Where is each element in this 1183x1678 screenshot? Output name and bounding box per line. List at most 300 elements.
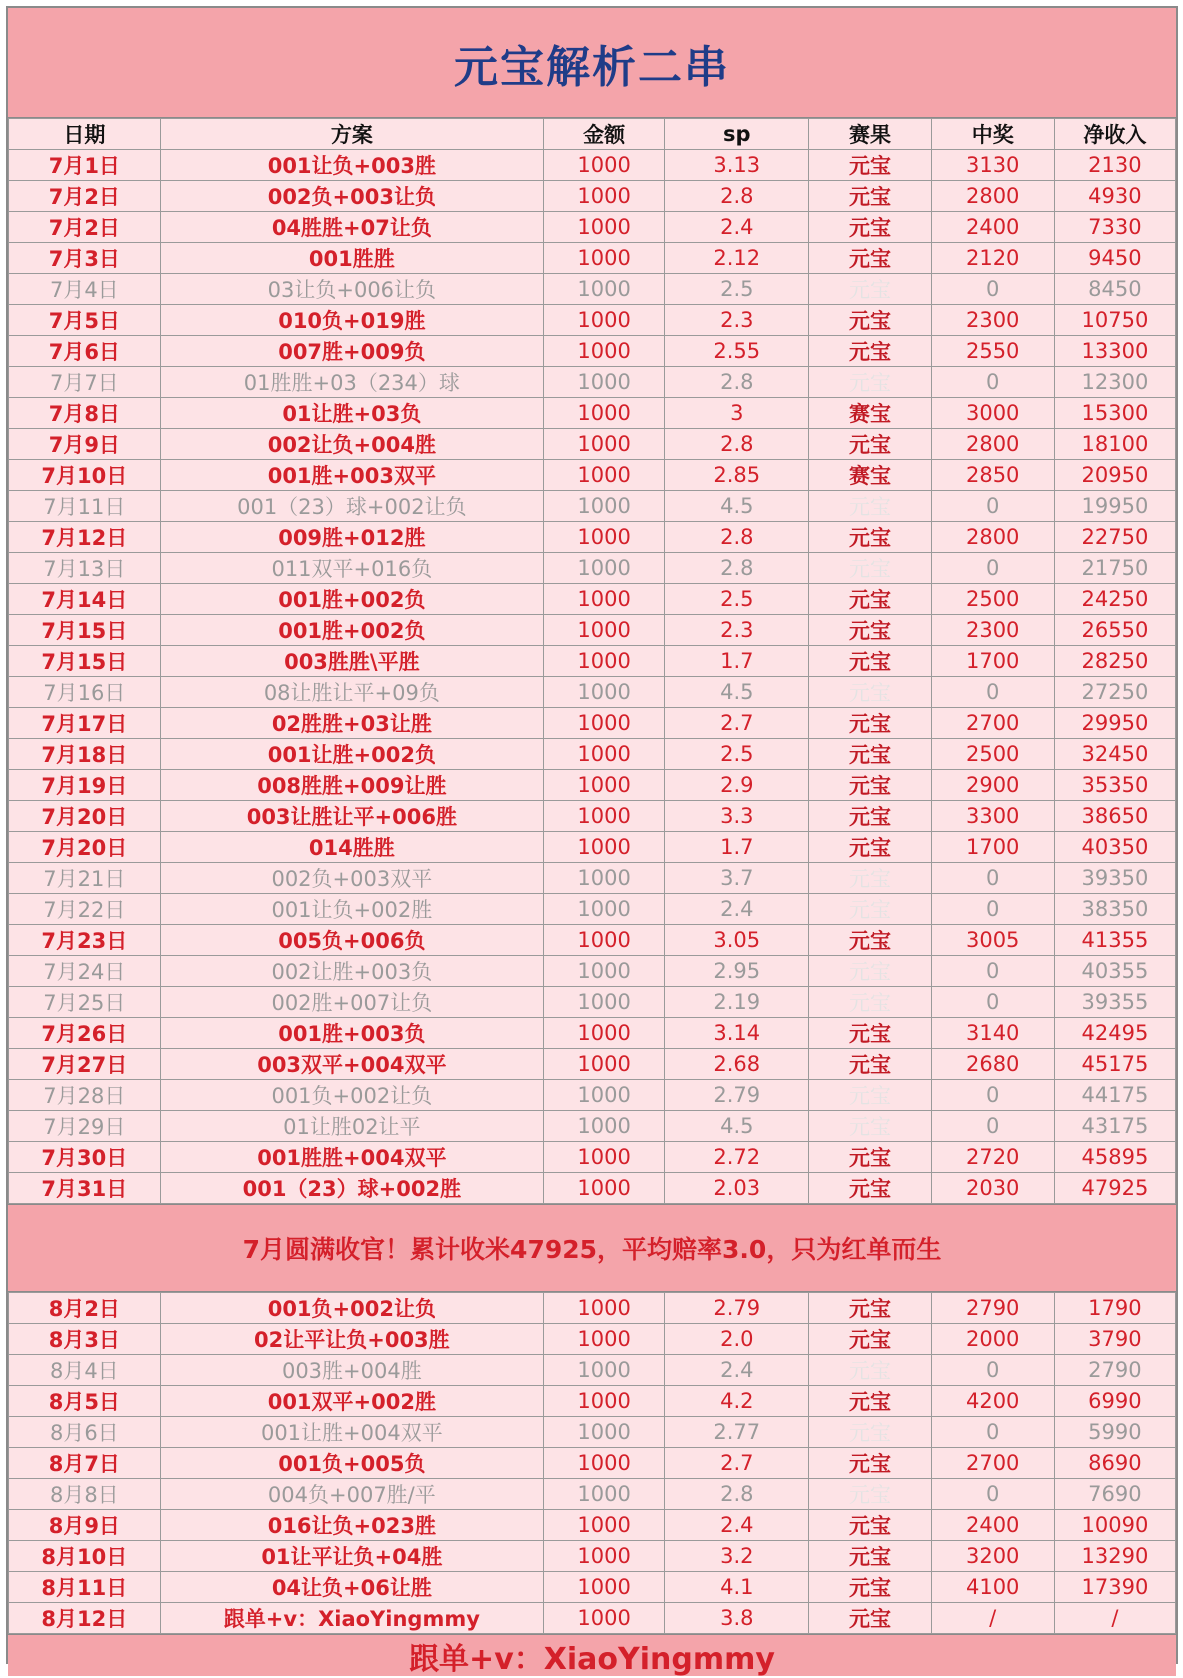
net-income-cell: 38350 <box>1054 894 1175 925</box>
prize-cell: 3140 <box>931 1018 1054 1049</box>
plan-cell: 001胜胜 <box>160 243 543 274</box>
sp-cell: 2.79 <box>665 1080 809 1111</box>
result-cell: 元宝 <box>809 1173 931 1204</box>
date-cell: 7月1日 <box>9 150 161 181</box>
table-row <box>9 615 1176 646</box>
net-income-cell: 38650 <box>1054 801 1175 832</box>
prize-cell: 4100 <box>931 1572 1054 1603</box>
plan-cell: 04胜胜+07让负 <box>160 212 543 243</box>
amount-cell: 1000 <box>544 1479 665 1510</box>
table-row <box>9 460 1176 491</box>
net-income-cell: 26550 <box>1054 615 1175 646</box>
sp-cell: 3 <box>665 398 809 429</box>
net-income-cell: 9450 <box>1054 243 1175 274</box>
table-row <box>9 863 1176 894</box>
sp-cell: 2.19 <box>665 987 809 1018</box>
table-row <box>9 243 1176 274</box>
net-income-cell: 2130 <box>1054 150 1175 181</box>
amount-cell: 1000 <box>544 1293 665 1324</box>
amount-cell: 1000 <box>544 398 665 429</box>
result-cell: 元宝 <box>809 584 931 615</box>
result-cell: 元宝 <box>809 150 931 181</box>
table-row <box>9 150 1176 181</box>
prize-cell: 0 <box>931 1080 1054 1111</box>
date-cell: 7月19日 <box>9 770 161 801</box>
date-cell: 8月5日 <box>9 1386 161 1417</box>
net-income-cell: 40355 <box>1054 956 1175 987</box>
result-cell: 元宝 <box>809 956 931 987</box>
sp-cell: 2.8 <box>665 429 809 460</box>
result-cell: 元宝 <box>809 1080 931 1111</box>
table-row <box>9 491 1176 522</box>
net-income-cell: 32450 <box>1054 739 1175 770</box>
date-cell: 7月24日 <box>9 956 161 987</box>
table-row <box>9 522 1176 553</box>
plan-cell: 014胜胜 <box>160 832 543 863</box>
sp-cell: 2.9 <box>665 770 809 801</box>
prize-cell: 0 <box>931 894 1054 925</box>
net-income-cell: 5990 <box>1054 1417 1175 1448</box>
net-income-cell: 20950 <box>1054 460 1175 491</box>
sp-cell: 2.85 <box>665 460 809 491</box>
result-cell: 元宝 <box>809 212 931 243</box>
plan-cell: 001胜+002负 <box>160 584 543 615</box>
date-cell: 8月11日 <box>9 1572 161 1603</box>
sp-cell: 2.3 <box>665 305 809 336</box>
net-income-cell: 45175 <box>1054 1049 1175 1080</box>
net-income-cell: / <box>1054 1603 1175 1634</box>
date-cell: 7月30日 <box>9 1142 161 1173</box>
prize-cell: 2800 <box>931 429 1054 460</box>
sp-cell: 2.95 <box>665 956 809 987</box>
result-cell: 元宝 <box>809 1142 931 1173</box>
amount-cell: 1000 <box>544 429 665 460</box>
plan-cell: 003让胜让平+006胜 <box>160 801 543 832</box>
date-cell: 7月31日 <box>9 1173 161 1204</box>
col-header-date: 日期 <box>9 119 161 150</box>
col-header-result: 赛果 <box>809 119 931 150</box>
net-income-cell: 8690 <box>1054 1448 1175 1479</box>
table-row <box>9 1417 1176 1448</box>
table-row <box>9 925 1176 956</box>
amount-cell: 1000 <box>544 336 665 367</box>
sp-cell: 3.2 <box>665 1541 809 1572</box>
prize-cell: 2790 <box>931 1293 1054 1324</box>
result-cell: 元宝 <box>809 863 931 894</box>
august-table <box>8 1292 1176 1634</box>
plan-cell: 003胜胜\平胜 <box>160 646 543 677</box>
amount-cell: 1000 <box>544 212 665 243</box>
net-income-cell: 10090 <box>1054 1510 1175 1541</box>
sp-cell: 2.3 <box>665 615 809 646</box>
net-income-cell: 29950 <box>1054 708 1175 739</box>
prize-cell: 3200 <box>931 1541 1054 1572</box>
prize-cell: 0 <box>931 1479 1054 1510</box>
date-cell: 8月2日 <box>9 1293 161 1324</box>
sp-cell: 4.2 <box>665 1386 809 1417</box>
table-row <box>9 770 1176 801</box>
sp-cell: 2.12 <box>665 243 809 274</box>
date-cell: 7月20日 <box>9 832 161 863</box>
plan-cell: 跟单+v：XiaoYingmmy <box>160 1603 543 1634</box>
table-row <box>9 801 1176 832</box>
july-summary-banner: 7月圆满收官！累计收米47925，平均赔率3.0，只为红单而生 <box>8 1204 1176 1292</box>
sp-cell: 2.4 <box>665 1355 809 1386</box>
sp-cell: 1.7 <box>665 646 809 677</box>
amount-cell: 1000 <box>544 1142 665 1173</box>
plan-cell: 001胜胜+004双平 <box>160 1142 543 1173</box>
result-cell: 元宝 <box>809 1448 931 1479</box>
result-cell: 元宝 <box>809 1049 931 1080</box>
amount-cell: 1000 <box>544 801 665 832</box>
amount-cell: 1000 <box>544 1173 665 1204</box>
table-row <box>9 832 1176 863</box>
net-income-cell: 28250 <box>1054 646 1175 677</box>
prize-cell: / <box>931 1603 1054 1634</box>
sp-cell: 4.1 <box>665 1572 809 1603</box>
prize-cell: 2700 <box>931 1448 1054 1479</box>
amount-cell: 1000 <box>544 522 665 553</box>
date-cell: 8月12日 <box>9 1603 161 1634</box>
plan-cell: 02让平让负+003胜 <box>160 1324 543 1355</box>
result-cell: 元宝 <box>809 1018 931 1049</box>
date-cell: 8月6日 <box>9 1417 161 1448</box>
amount-cell: 1000 <box>544 1355 665 1386</box>
plan-cell: 001让胜+004双平 <box>160 1417 543 1448</box>
date-cell: 7月15日 <box>9 615 161 646</box>
date-cell: 7月10日 <box>9 460 161 491</box>
date-cell: 7月28日 <box>9 1080 161 1111</box>
result-cell: 元宝 <box>809 832 931 863</box>
table-row <box>9 1603 1176 1634</box>
result-cell: 元宝 <box>809 677 931 708</box>
table-row <box>9 212 1176 243</box>
amount-cell: 1000 <box>544 367 665 398</box>
result-cell: 元宝 <box>809 305 931 336</box>
sp-cell: 2.5 <box>665 739 809 770</box>
net-income-cell: 22750 <box>1054 522 1175 553</box>
sp-cell: 2.77 <box>665 1417 809 1448</box>
prize-cell: 0 <box>931 956 1054 987</box>
result-cell: 元宝 <box>809 1479 931 1510</box>
table-row <box>9 429 1176 460</box>
result-cell: 元宝 <box>809 522 931 553</box>
plan-cell: 001负+002让负 <box>160 1080 543 1111</box>
amount-cell: 1000 <box>544 274 665 305</box>
prize-cell: 2850 <box>931 460 1054 491</box>
net-income-cell: 35350 <box>1054 770 1175 801</box>
sp-cell: 3.8 <box>665 1603 809 1634</box>
plan-cell: 04让负+06让胜 <box>160 1572 543 1603</box>
prize-cell: 0 <box>931 274 1054 305</box>
date-cell: 7月16日 <box>9 677 161 708</box>
sp-cell: 2.5 <box>665 274 809 305</box>
table-row <box>9 1111 1176 1142</box>
prize-cell: 2680 <box>931 1049 1054 1080</box>
sheet-title: 元宝解析二串 <box>8 8 1176 118</box>
table-row <box>9 739 1176 770</box>
date-cell: 8月7日 <box>9 1448 161 1479</box>
table-row <box>9 1018 1176 1049</box>
sp-cell: 2.79 <box>665 1293 809 1324</box>
plan-cell: 01胜胜+03（234）球 <box>160 367 543 398</box>
result-cell: 元宝 <box>809 894 931 925</box>
result-cell: 元宝 <box>809 491 931 522</box>
result-cell: 元宝 <box>809 1355 931 1386</box>
amount-cell: 1000 <box>544 832 665 863</box>
amount-cell: 1000 <box>544 956 665 987</box>
net-income-cell: 41355 <box>1054 925 1175 956</box>
amount-cell: 1000 <box>544 1018 665 1049</box>
prize-cell: 0 <box>931 677 1054 708</box>
sp-cell: 3.3 <box>665 801 809 832</box>
amount-cell: 1000 <box>544 491 665 522</box>
net-income-cell: 45895 <box>1054 1142 1175 1173</box>
date-cell: 7月3日 <box>9 243 161 274</box>
net-income-cell: 7690 <box>1054 1479 1175 1510</box>
plan-cell: 001双平+002胜 <box>160 1386 543 1417</box>
plan-cell: 03让负+006让负 <box>160 274 543 305</box>
prize-cell: 0 <box>931 987 1054 1018</box>
table-row <box>9 1142 1176 1173</box>
date-cell: 7月5日 <box>9 305 161 336</box>
date-cell: 7月2日 <box>9 212 161 243</box>
prize-cell: 0 <box>931 863 1054 894</box>
date-cell: 7月4日 <box>9 274 161 305</box>
amount-cell: 1000 <box>544 770 665 801</box>
prize-cell: 2030 <box>931 1173 1054 1204</box>
header-row <box>9 119 1176 150</box>
prize-cell: 2900 <box>931 770 1054 801</box>
net-income-cell: 3790 <box>1054 1324 1175 1355</box>
date-cell: 8月9日 <box>9 1510 161 1541</box>
sp-cell: 2.8 <box>665 553 809 584</box>
prize-cell: 2400 <box>931 212 1054 243</box>
amount-cell: 1000 <box>544 1111 665 1142</box>
sp-cell: 2.72 <box>665 1142 809 1173</box>
table-row <box>9 398 1176 429</box>
net-income-cell: 43175 <box>1054 1111 1175 1142</box>
net-income-cell: 24250 <box>1054 584 1175 615</box>
net-income-cell: 39355 <box>1054 987 1175 1018</box>
amount-cell: 1000 <box>544 460 665 491</box>
col-header-prize: 中奖 <box>931 119 1054 150</box>
amount-cell: 1000 <box>544 863 665 894</box>
net-income-cell: 39350 <box>1054 863 1175 894</box>
date-cell: 7月11日 <box>9 491 161 522</box>
amount-cell: 1000 <box>544 1603 665 1634</box>
plan-cell: 007胜+009负 <box>160 336 543 367</box>
date-cell: 7月22日 <box>9 894 161 925</box>
sp-cell: 4.5 <box>665 1111 809 1142</box>
table-row <box>9 1572 1176 1603</box>
prize-cell: 2300 <box>931 615 1054 646</box>
plan-cell: 001让负+002胜 <box>160 894 543 925</box>
date-cell: 7月20日 <box>9 801 161 832</box>
plan-cell: 005负+006负 <box>160 925 543 956</box>
amount-cell: 1000 <box>544 584 665 615</box>
net-income-cell: 18100 <box>1054 429 1175 460</box>
date-cell: 7月7日 <box>9 367 161 398</box>
plan-cell: 002让负+004胜 <box>160 429 543 460</box>
plan-cell: 001负+002让负 <box>160 1293 543 1324</box>
date-cell: 7月2日 <box>9 181 161 212</box>
amount-cell: 1000 <box>544 1541 665 1572</box>
amount-cell: 1000 <box>544 925 665 956</box>
prize-cell: 0 <box>931 1111 1054 1142</box>
prize-cell: 2300 <box>931 305 1054 336</box>
amount-cell: 1000 <box>544 1510 665 1541</box>
plan-cell: 001让胜+002负 <box>160 739 543 770</box>
plan-cell: 010负+019胜 <box>160 305 543 336</box>
result-cell: 元宝 <box>809 1572 931 1603</box>
contact-footer: 跟单+v：XiaoYingmmy <box>8 1634 1176 1676</box>
result-cell: 元宝 <box>809 987 931 1018</box>
result-cell: 元宝 <box>809 1541 931 1572</box>
result-cell: 元宝 <box>809 739 931 770</box>
amount-cell: 1000 <box>544 1386 665 1417</box>
august-body <box>9 1293 1176 1634</box>
sp-cell: 1.7 <box>665 832 809 863</box>
amount-cell: 1000 <box>544 1572 665 1603</box>
plan-cell: 008胜胜+009让胜 <box>160 770 543 801</box>
net-income-cell: 13290 <box>1054 1541 1175 1572</box>
result-cell: 元宝 <box>809 925 931 956</box>
date-cell: 7月12日 <box>9 522 161 553</box>
net-income-cell: 15300 <box>1054 398 1175 429</box>
prize-cell: 2500 <box>931 584 1054 615</box>
table-row <box>9 1386 1176 1417</box>
date-cell: 7月21日 <box>9 863 161 894</box>
date-cell: 8月10日 <box>9 1541 161 1572</box>
plan-cell: 002让胜+003负 <box>160 956 543 987</box>
table-row <box>9 181 1176 212</box>
amount-cell: 1000 <box>544 150 665 181</box>
date-cell: 7月13日 <box>9 553 161 584</box>
col-header-amount: 金额 <box>544 119 665 150</box>
prize-cell: 2120 <box>931 243 1054 274</box>
net-income-cell: 42495 <box>1054 1018 1175 1049</box>
prize-cell: 0 <box>931 1355 1054 1386</box>
net-income-cell: 4930 <box>1054 181 1175 212</box>
table-row <box>9 708 1176 739</box>
table-row <box>9 1324 1176 1355</box>
july-table <box>8 118 1176 1204</box>
net-income-cell: 21750 <box>1054 553 1175 584</box>
sp-cell: 2.68 <box>665 1049 809 1080</box>
amount-cell: 1000 <box>544 677 665 708</box>
net-income-cell: 17390 <box>1054 1572 1175 1603</box>
result-cell: 元宝 <box>809 1603 931 1634</box>
prize-cell: 0 <box>931 491 1054 522</box>
sp-cell: 2.4 <box>665 212 809 243</box>
table-row <box>9 553 1176 584</box>
prize-cell: 2000 <box>931 1324 1054 1355</box>
net-income-cell: 10750 <box>1054 305 1175 336</box>
plan-cell: 003双平+004双平 <box>160 1049 543 1080</box>
net-income-cell: 40350 <box>1054 832 1175 863</box>
prize-cell: 0 <box>931 367 1054 398</box>
date-cell: 7月6日 <box>9 336 161 367</box>
result-cell: 元宝 <box>809 801 931 832</box>
sp-cell: 2.8 <box>665 522 809 553</box>
net-income-cell: 12300 <box>1054 367 1175 398</box>
date-cell: 8月8日 <box>9 1479 161 1510</box>
table-row <box>9 956 1176 987</box>
plan-cell: 001胜+002负 <box>160 615 543 646</box>
plan-cell: 003胜+004胜 <box>160 1355 543 1386</box>
amount-cell: 1000 <box>544 987 665 1018</box>
net-income-cell: 1790 <box>1054 1293 1175 1324</box>
result-cell: 元宝 <box>809 429 931 460</box>
prize-cell: 2800 <box>931 181 1054 212</box>
result-cell: 元宝 <box>809 1417 931 1448</box>
result-cell: 元宝 <box>809 770 931 801</box>
net-income-cell: 19950 <box>1054 491 1175 522</box>
prize-cell: 0 <box>931 553 1054 584</box>
date-cell: 7月8日 <box>9 398 161 429</box>
date-cell: 7月26日 <box>9 1018 161 1049</box>
date-cell: 7月25日 <box>9 987 161 1018</box>
plan-cell: 01让胜+03负 <box>160 398 543 429</box>
result-cell: 元宝 <box>809 646 931 677</box>
result-cell: 元宝 <box>809 1293 931 1324</box>
result-cell: 元宝 <box>809 553 931 584</box>
amount-cell: 1000 <box>544 1324 665 1355</box>
plan-cell: 02胜胜+03让胜 <box>160 708 543 739</box>
sp-cell: 3.13 <box>665 150 809 181</box>
plan-cell: 001胜+003负 <box>160 1018 543 1049</box>
date-cell: 7月15日 <box>9 646 161 677</box>
plan-cell: 01让平让负+04胜 <box>160 1541 543 1572</box>
amount-cell: 1000 <box>544 305 665 336</box>
table-row <box>9 584 1176 615</box>
plan-cell: 08让胜让平+09负 <box>160 677 543 708</box>
sp-cell: 2.4 <box>665 1510 809 1541</box>
net-income-cell: 47925 <box>1054 1173 1175 1204</box>
table-row <box>9 336 1176 367</box>
plan-cell: 001（23）球+002胜 <box>160 1173 543 1204</box>
prize-cell: 3300 <box>931 801 1054 832</box>
date-cell: 7月29日 <box>9 1111 161 1142</box>
prize-cell: 2500 <box>931 739 1054 770</box>
prize-cell: 0 <box>931 1417 1054 1448</box>
net-income-cell: 44175 <box>1054 1080 1175 1111</box>
table-row <box>9 1448 1176 1479</box>
plan-cell: 002负+003让负 <box>160 181 543 212</box>
sp-cell: 2.0 <box>665 1324 809 1355</box>
amount-cell: 1000 <box>544 894 665 925</box>
date-cell: 8月3日 <box>9 1324 161 1355</box>
sp-cell: 3.05 <box>665 925 809 956</box>
table-row <box>9 1080 1176 1111</box>
amount-cell: 1000 <box>544 243 665 274</box>
prize-cell: 2550 <box>931 336 1054 367</box>
result-cell: 元宝 <box>809 1510 931 1541</box>
col-header-plan: 方案 <box>160 119 543 150</box>
sp-cell: 2.8 <box>665 1479 809 1510</box>
net-income-cell: 27250 <box>1054 677 1175 708</box>
plan-cell: 004负+007胜/平 <box>160 1479 543 1510</box>
amount-cell: 1000 <box>544 1417 665 1448</box>
prize-cell: 2800 <box>931 522 1054 553</box>
prize-cell: 1700 <box>931 832 1054 863</box>
amount-cell: 1000 <box>544 1080 665 1111</box>
result-cell: 元宝 <box>809 1111 931 1142</box>
table-row <box>9 646 1176 677</box>
prize-cell: 4200 <box>931 1386 1054 1417</box>
prize-cell: 3000 <box>931 398 1054 429</box>
